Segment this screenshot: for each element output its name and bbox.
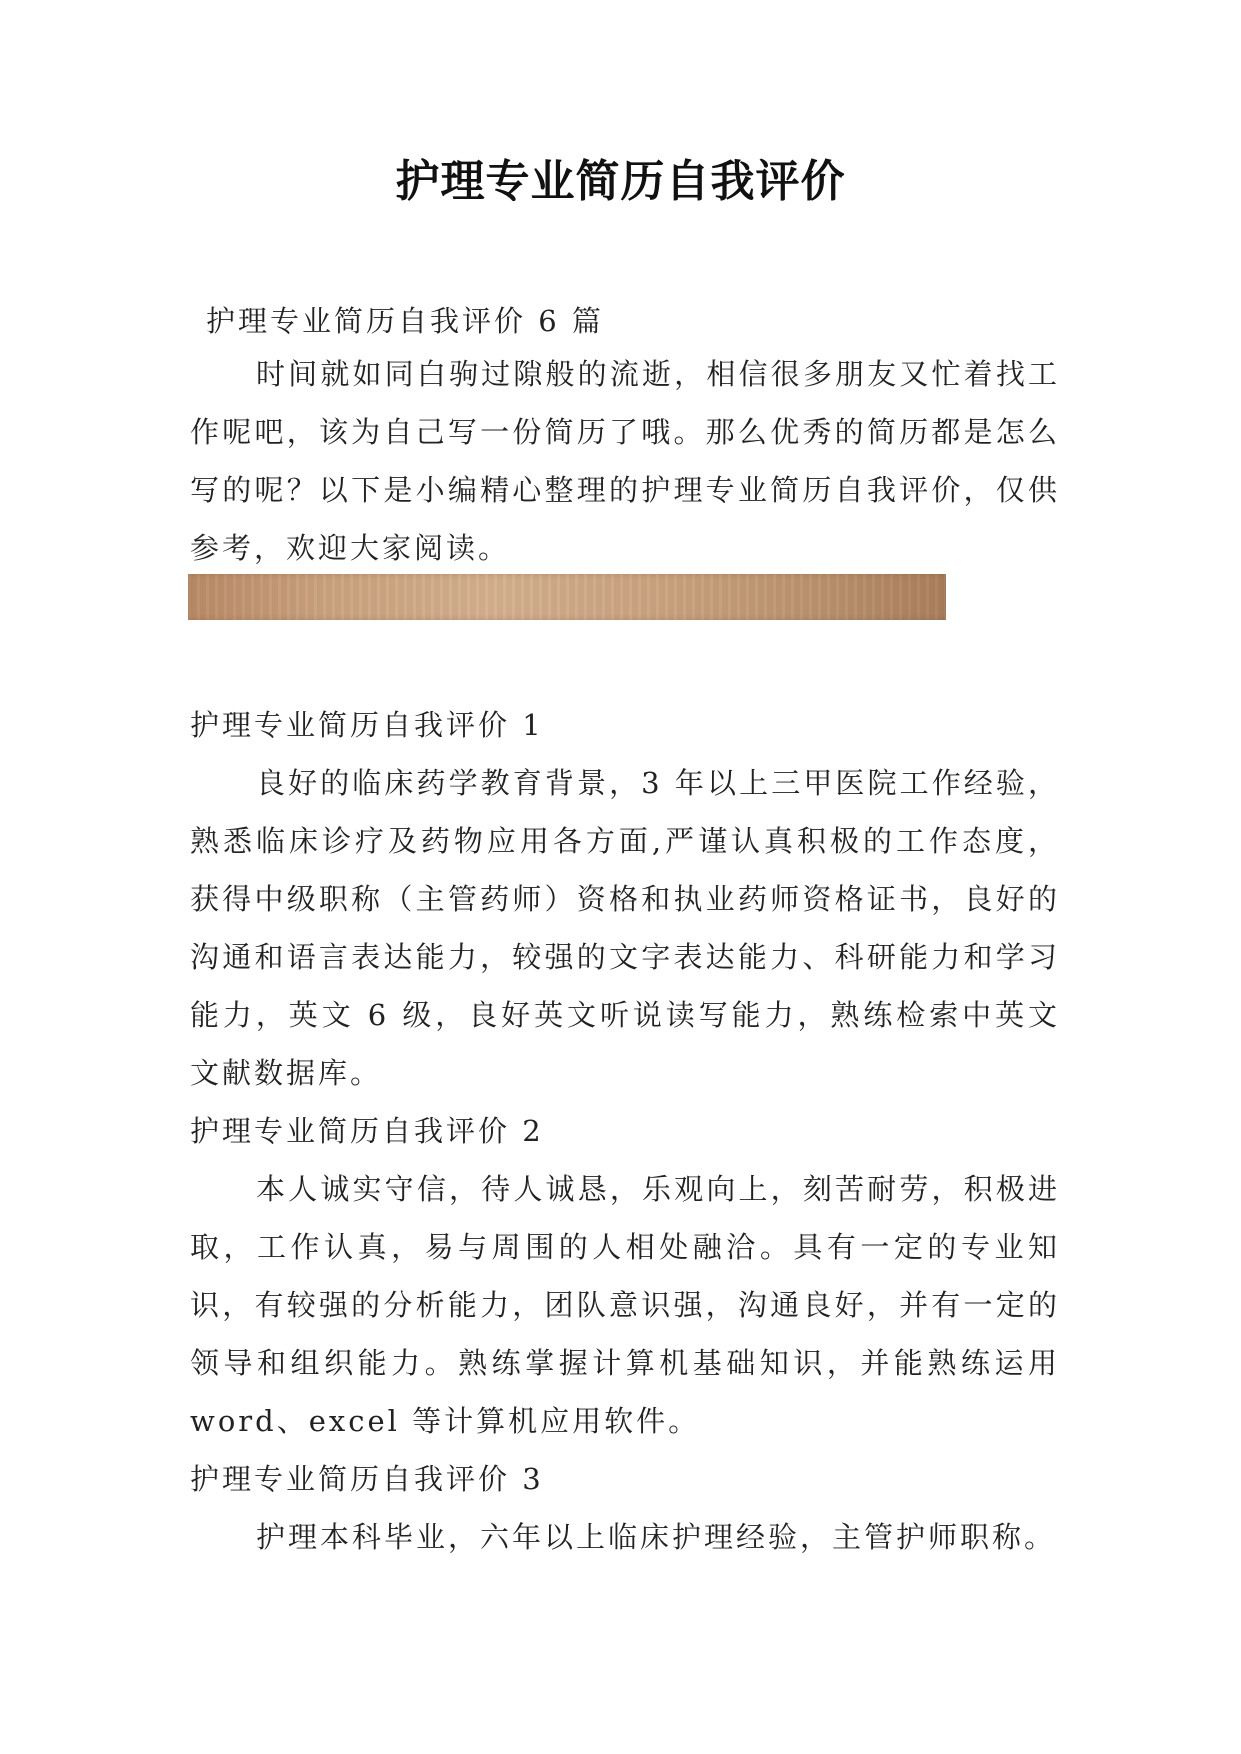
section-text-2: 本人诚实守信，待人诚恳，乐观向上，刻苦耐劳，积极进取，工作认真，易与周围的人相处融洽。具有一定的专业知识，有较强的分析能力，团队意识强，沟通良好，并有一定的领导和组织能力。熟练掌握计算机基础知识，并能熟练运用 word、excel 等计算机应用软件。 — [190, 1172, 1060, 1438]
section-text-1: 良好的临床药学教育背景，3 年以上三甲医院工作经验，熟悉临床诊疗及药物应用各方面,严谨认真积极的工作态度，获得中级职称（主管药师）资格和执业药师资格证书，良好的沟通和语言表达能力，较强的文字表达能力、科研能力和学习能力，英文 6 级，良好英文听说读写能力，熟练检索中英文文献数据库。 — [190, 766, 1060, 1090]
section-text-3: 护理本科毕业，六年以上临床护理经验，主管护师职称。 — [256, 1520, 1057, 1554]
page-title: 护理专业简历自我评价 — [395, 156, 846, 207]
decorative-wood-banner — [188, 574, 946, 620]
intro-block — [190, 345, 1060, 577]
section-heading-2: 护理专业简历自我评价 2 — [190, 1114, 544, 1148]
sections-block — [190, 696, 1060, 1566]
section-heading-3: 护理专业简历自我评价 3 — [190, 1462, 544, 1496]
document-subtitle: 护理专业简历自我评价 6 篇 — [206, 304, 604, 338]
section-heading-1: 护理专业简历自我评价 1 — [190, 708, 544, 742]
intro-paragraph: 时间就如同白驹过隙般的流逝，相信很多朋友又忙着找工作呢吧，该为自己写一份简历了哦。那么优秀的简历都是怎么写的呢？以下是小编精心整理的护理专业简历自我评价，仅供参考，欢迎大家阅读。 — [190, 357, 1060, 565]
